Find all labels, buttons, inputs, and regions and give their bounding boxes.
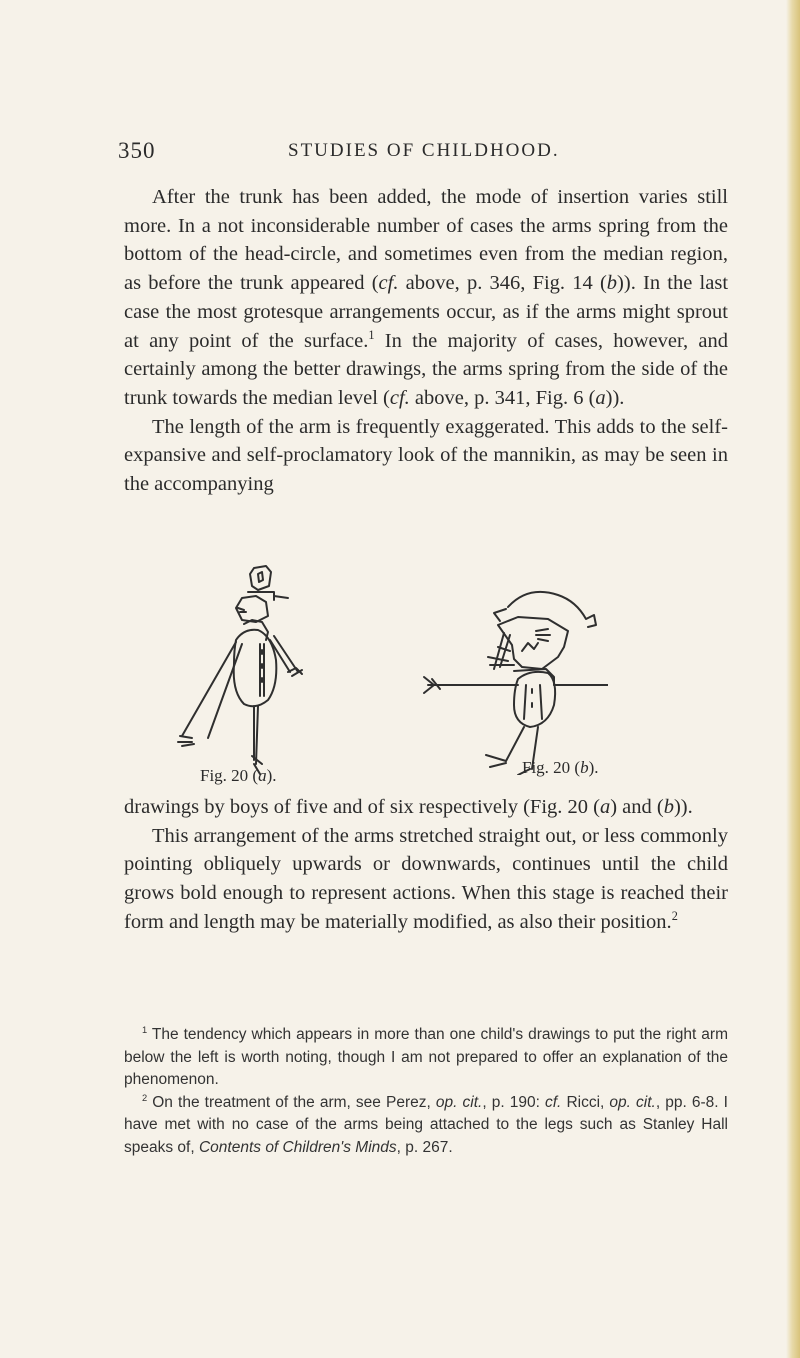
footnote-ref-2: 2 <box>671 908 678 923</box>
text-block-upper <box>124 183 728 499</box>
figure-20a-drawing <box>170 560 330 780</box>
figure-20b-drawing <box>418 585 608 775</box>
footnote-1: $^1$ The tendency which appears in more than one child's drawings to put the right arm below the left is worth noting, though I am not prepared to offer an explanation of the phenomenon. <box>124 1024 728 1089</box>
text-block-lower <box>124 793 728 937</box>
footnote-ref-1: 1 <box>368 327 375 342</box>
paragraph-arm-insertion: After the trunk has been added, the mode of insertion varies still more. In a not inconsiderable number of cases the arms spring from the bottom of the head-circle, and sometimes even from the median region, as before the trunk appeared (cf. above, p. 346, Fig. 14 (b)). In the last case the most grotesque arrangements occur, as if the arms might sprout at any point of the surface.$^1$ In the majority of cases, however, and certainly among the better drawings, the arms spring from the side of the trunk towards the median level (cf. above, p. 341, Fig. 6 (a)). <box>124 186 729 409</box>
figure-20b-caption: Fig. 20 (b). <box>522 758 599 777</box>
page-number: 350 <box>118 138 156 163</box>
paragraph-figure-reference: drawings by boys of five and of six respectively (Fig. 20 (a) and (b)). <box>124 796 693 818</box>
page-edge <box>786 0 800 1358</box>
footnotes <box>124 1024 728 1160</box>
footnote-mark-2: 2 <box>142 1092 148 1103</box>
running-head: STUDIES OF CHILDHOOD. <box>288 140 560 161</box>
footnote-mark-1: 1 <box>142 1024 148 1035</box>
page-header <box>118 138 758 166</box>
paragraph-arm-arrangement: This arrangement of the arms stretched straight out, or less commonly pointing obliquely upwards or downwards, continues until the child grows bold enough to represent actions. When this stage is reached their form and length may be materially modified, as also their position.$^2$ <box>124 824 728 933</box>
paragraph-arm-length: The length of the arm is frequently exaggerated. This adds to the self-expansive and self-proclamatory look of the mannikin, as may be seen in the accompanying <box>124 415 728 496</box>
figure-20a-caption: Fig. 20 (a). <box>200 766 277 785</box>
footnote-2: $^2$ On the treatment of the arm, see Perez, op. cit., p. 190: cf. Ricci, op. cit., pp. 6-8. I have met with no case of the arms being attached to the legs such as Stanley Hall speaks of, Contents of Children's Minds, p. 267. <box>124 1092 728 1156</box>
